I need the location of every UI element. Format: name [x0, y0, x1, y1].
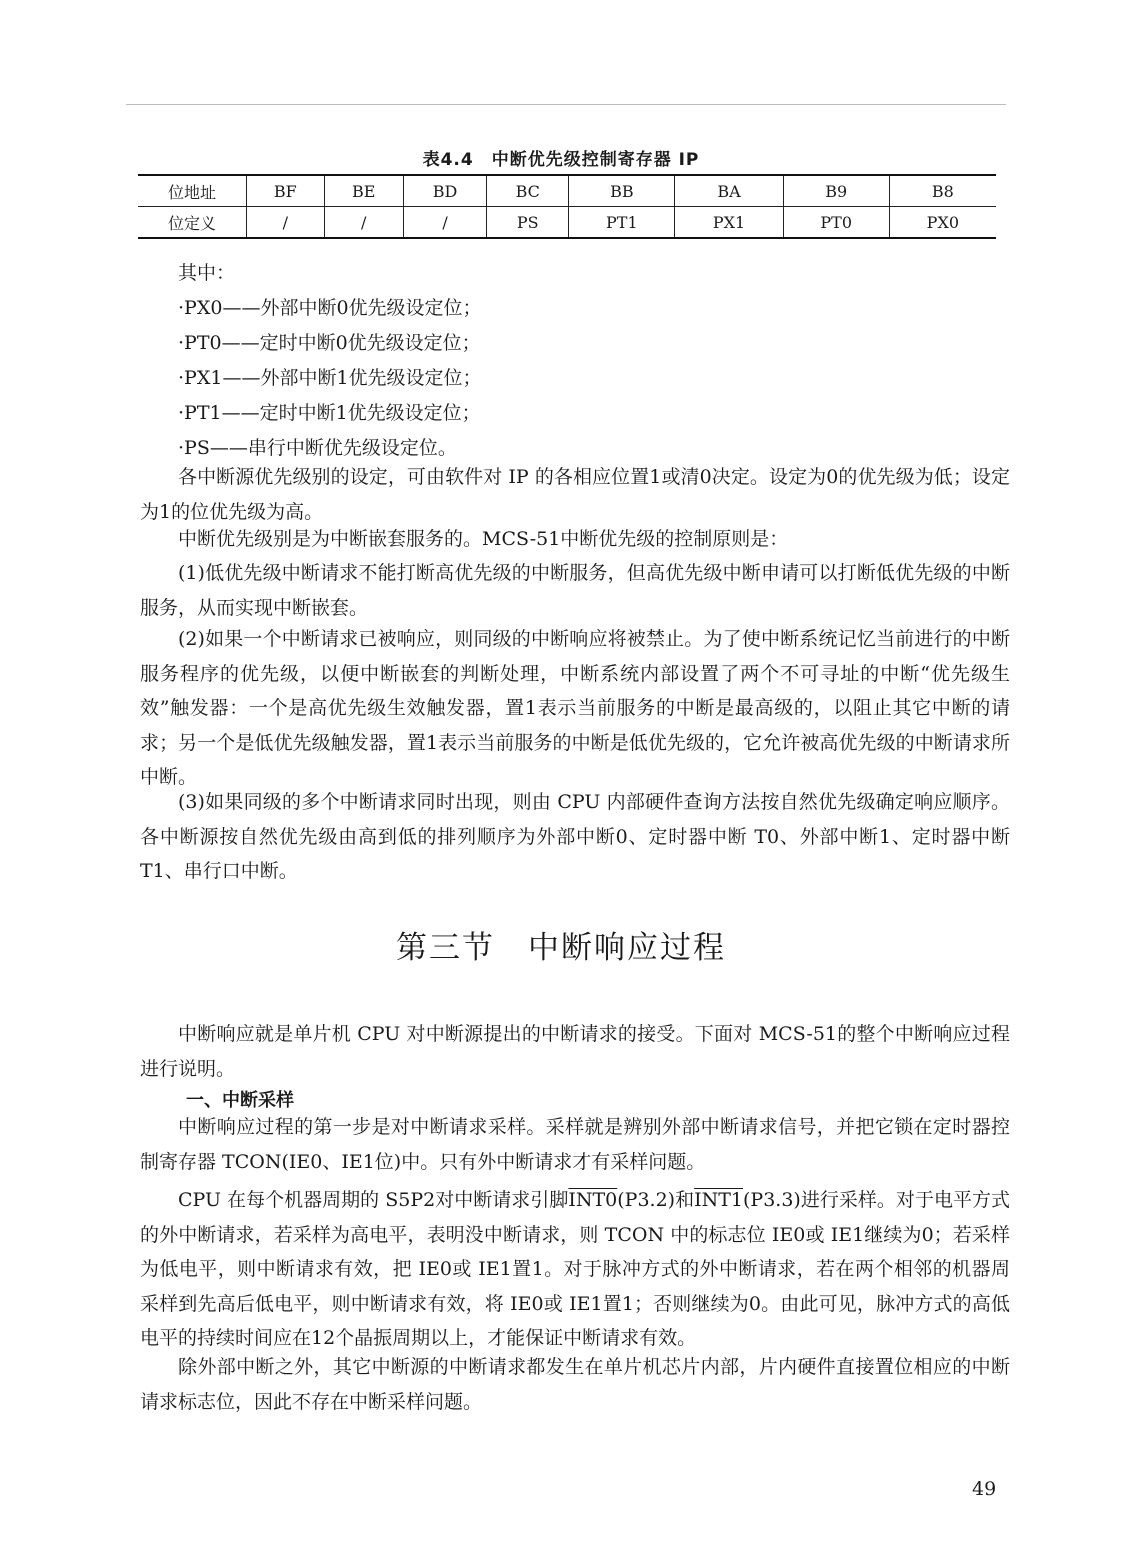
page-number: 49	[972, 1478, 997, 1500]
table-cell: BE	[324, 175, 403, 207]
paragraph: 除外部中断之外，其它中断源的中断请求都发生在单片机芯片内部，片内硬件直接置位相应的中断请求标志位，因此不存在中断采样问题。	[140, 1356, 1010, 1413]
table-cell: BF	[247, 175, 325, 207]
table-cell: /	[403, 207, 486, 239]
paragraph: (3)如果同级的多个中断请求同时出现，则由 CPU 内部硬件查询方法按自然优先级确定响应顺序。各中断源按自然优先级由高到低的排列顺序为外部中断0、定时器中断 T0、外部中断1、定时器中断 T1、串行口中断。	[140, 791, 1010, 882]
def-item: ·PT0——定时中断0优先级设定位；	[178, 332, 481, 354]
table-caption: 表4.4 中断优先级控制寄存器 IP	[422, 150, 700, 170]
text-run: CPU 在每个机器周期的 S5P2对中断请求引脚	[178, 1189, 569, 1211]
paragraph	[140, 1183, 1010, 1356]
table-cell: BA	[675, 175, 783, 207]
paragraph: 中断响应过程的第一步是对中断请求采样。采样就是辨别外部中断请求信号，并把它锁在定时器控制寄存器 TCON(IE0、IE1位)中。只有外中断请求才有采样问题。	[140, 1116, 1010, 1173]
table-cell: /	[324, 207, 403, 239]
section-title: 第三节 中断响应过程	[396, 930, 726, 966]
table-cell: PS	[487, 207, 569, 239]
table-cell: B9	[783, 175, 889, 207]
intro-text: 其中：	[178, 262, 236, 284]
text-run: (P3.3)进行采样。对于电平方式的外中断请求，若采样为高电平，表明没中断请求，则 TCON 中的标志位 IE0或 IE1继续为0；若采样为低电平，则中断请求有效，把 IE0或 IE1置1。对于脉冲方式的外中断请求，若在两个相邻的机器周采样到先高后低电平，则中断请求有效，将 IE0或 IE1置1；否则继续为0。由此可见，脉冲方式的高低电平的持续时间应在12个晶振周期以上，才能保证中断请求有效。	[140, 1189, 1011, 1349]
ip-register-table	[138, 174, 996, 239]
paragraph: 各中断源优先级别的设定，可由软件对 IP 的各相应位置1或清0决定。设定为0的优先级为低；设定为1的位优先级为高。	[140, 466, 1010, 523]
table-cell: PT1	[569, 207, 675, 239]
subheading: 一、中断采样	[186, 1090, 294, 1111]
def-item: ·PS——串行中断优先级设定位。	[178, 437, 457, 459]
paragraph: 中断响应就是单片机 CPU 对中断源提出的中断请求的接受。下面对 MCS-51的整个中断响应过程进行说明。	[140, 1023, 1010, 1080]
row-label: 位地址	[138, 175, 247, 207]
def-item: ·PT1——定时中断1优先级设定位；	[178, 402, 481, 424]
table-cell: B8	[889, 175, 996, 207]
table-row	[138, 175, 996, 207]
table-cell: BC	[487, 175, 569, 207]
int1-pin: INT1	[694, 1189, 744, 1211]
table-cell: /	[247, 207, 325, 239]
table-cell: PX0	[889, 207, 996, 239]
paragraph: 中断优先级别是为中断嵌套服务的。MCS-51中断优先级的控制原则是：	[178, 528, 789, 550]
table-cell: PT0	[783, 207, 889, 239]
int0-pin: INT0	[568, 1189, 618, 1211]
text-run: (P3.2)和	[617, 1189, 695, 1211]
row-label: 位定义	[138, 207, 247, 239]
paragraph: (2)如果一个中断请求已被响应，则同级的中断响应将被禁止。为了使中断系统记忆当前进行的中断服务程序的优先级，以便中断嵌套的判断处理，中断系统内部设置了两个不可寻址的中断“优先级生效”触发器：一个是高优先级生效触发器，置1表示当前服务的中断是最高级的，以阻止其它中断的请求；另一个是低优先级触发器，置1表示当前服务的中断是低优先级的，它允许被高优先级的中断请求所中断。	[140, 628, 1010, 788]
header-rule	[126, 104, 1006, 105]
paragraph: (1)低优先级中断请求不能打断高优先级的中断服务，但高优先级中断申请可以打断低优先级的中断服务，从而实现中断嵌套。	[140, 562, 1010, 619]
def-item: ·PX1——外部中断1优先级设定位；	[178, 367, 482, 389]
table-row	[138, 207, 996, 239]
table-cell: PX1	[675, 207, 783, 239]
def-item: ·PX0——外部中断0优先级设定位；	[178, 297, 482, 319]
table-cell: BD	[403, 175, 486, 207]
table-cell: BB	[569, 175, 675, 207]
